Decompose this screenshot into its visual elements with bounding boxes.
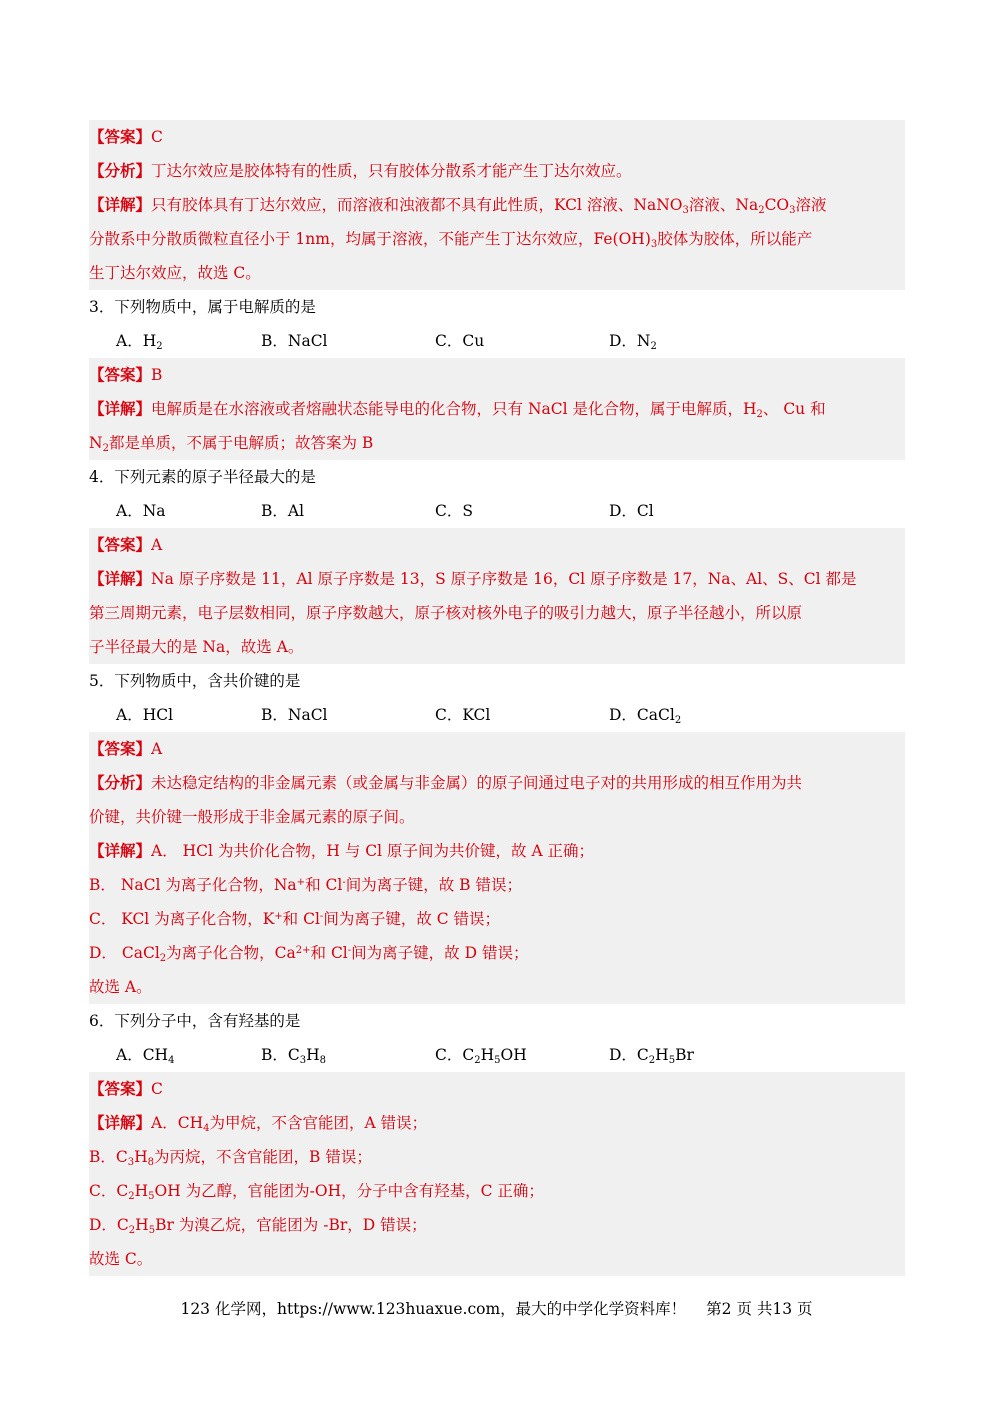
question-stem: 3．下列物质中，属于电解质的是 (89, 298, 316, 316)
detail-line (89, 834, 905, 868)
detail-text: B．C (89, 1148, 128, 1166)
superscript: - (342, 877, 346, 888)
option-b (261, 1038, 435, 1072)
option-d (609, 1038, 783, 1072)
option-b: B．NaCl (261, 332, 328, 350)
detail-text: Br 为溴乙烷，官能团为 -Br，D 错误； (155, 1216, 427, 1234)
detail-text: 为离子化合物，Ca (166, 944, 296, 962)
subscript: 2 (650, 341, 657, 352)
option-c: C．KCl (435, 706, 491, 724)
answer-line (89, 120, 905, 154)
answer-box-q6 (89, 1072, 905, 1276)
detail-text: 间为离子键，故 D 错误； (351, 944, 529, 962)
detail-line: 故选 A。 (89, 978, 152, 996)
answer-box-q3 (89, 358, 905, 460)
option-b: B．Al (261, 502, 305, 520)
detail-text: A．CH (151, 1114, 204, 1132)
subscript: 5 (668, 1055, 676, 1066)
option-text: A．CH (116, 1046, 169, 1064)
subscript: 3 (650, 239, 658, 250)
subscript: 3 (682, 205, 689, 216)
option-text: D．N (609, 332, 651, 350)
detail-text: 间为离子键，故 B 错误； (345, 876, 522, 894)
option-c: C．S (435, 502, 473, 520)
option-c (435, 1038, 609, 1072)
subscript: 8 (319, 1055, 327, 1066)
detail-line (89, 868, 905, 902)
subscript: 3 (299, 1055, 307, 1066)
detail-text: N (89, 434, 103, 452)
option-text: OH (500, 1046, 527, 1064)
detail-line (89, 1208, 905, 1242)
detail-line (89, 1140, 905, 1174)
detail-line: 第三周期元素，电子层数相同，原子序数越大，原子核对核外电子的吸引力越大，原子半径越小，所以原 (89, 604, 803, 622)
answer-box-q5 (89, 732, 905, 1004)
option-text: H (480, 1046, 495, 1064)
option-text: H (306, 1046, 320, 1064)
detail-line (89, 902, 905, 936)
subscript: 2 (758, 205, 765, 216)
option-d: D．Cl (609, 502, 654, 520)
detail-text: H (134, 1148, 148, 1166)
detail-text: 间为离子键，故 C 错误； (323, 910, 501, 928)
detail-line (89, 562, 905, 596)
option-a: A．Na (116, 502, 166, 520)
question-stem: 5．下列物质中，含共价键的是 (89, 672, 301, 690)
subscript: 5 (148, 1225, 156, 1236)
detail-text: Na 原子序数是 11，Al 原子序数是 13，S 原子序数是 16，Cl 原子序数是 17，Na、Al、S、Cl 都是 (151, 570, 857, 588)
detail-text: C．C (89, 1182, 129, 1200)
detail-line (89, 1106, 905, 1140)
option-text: A．H (116, 332, 157, 350)
superscript: 2+ (295, 945, 311, 956)
analysis-text: 未达稳定结构的非金属元素（或金属与非金属）的原子间通过电子对的共用形成的相互作用为共 (151, 774, 803, 792)
options-row (89, 494, 905, 528)
subscript: 8 (147, 1157, 155, 1168)
detail-text: 为丙烷，不含官能团，B 错误； (154, 1148, 372, 1166)
detail-text: 都是单质，不属于电解质；故答案为 B (108, 434, 374, 452)
detail-text: 只有胶体具有丁达尔效应，而溶液和浊液都不具有此性质，KCl 溶液、NaNO (151, 196, 683, 214)
superscript: + (274, 911, 283, 922)
option-text: D．CaCl (609, 706, 675, 724)
detail-line (89, 188, 905, 222)
options-row (89, 1038, 905, 1072)
subscript: 2 (674, 715, 682, 726)
option-text: B．C (261, 1046, 300, 1064)
detail-text: 生丁达尔效应，故选 C。 (89, 264, 261, 282)
subscript: 2 (102, 443, 109, 454)
answer-line (89, 732, 905, 766)
page-content (89, 120, 905, 1276)
question-stem: 4．下列元素的原子半径最大的是 (89, 468, 316, 486)
analysis-line (89, 766, 905, 800)
detail-text: 分散系中分散质微粒直径小于 1nm，均属于溶液，不能产生丁达尔效应，Fe(OH) (89, 230, 651, 248)
detail-text: CO (764, 196, 790, 214)
detail-text: 和 Cl (282, 910, 320, 928)
superscript: + (296, 877, 306, 888)
answer-value: C (151, 128, 163, 146)
subscript: 3 (789, 205, 796, 216)
detail-tag: 【详解】 (89, 1113, 152, 1132)
option-a: A．HCl (116, 706, 174, 724)
option-d (609, 324, 783, 358)
option-b: B．NaCl (261, 706, 328, 724)
option-d (609, 698, 783, 732)
detail-text: D． CaCl (89, 944, 160, 962)
option-text: D．C (609, 1046, 649, 1064)
subscript: 5 (494, 1055, 501, 1066)
detail-text: C． KCl 为离子化合物，K (89, 910, 275, 928)
answer-line (89, 1072, 905, 1106)
option-a (116, 1038, 261, 1072)
page-footer (0, 1296, 993, 1322)
subscript: 4 (168, 1055, 175, 1066)
superscript: - (347, 945, 352, 956)
option-text: Br (675, 1046, 694, 1064)
option-a (116, 324, 261, 358)
detail-text: 胶体为胶体，所以能产 (657, 230, 813, 248)
detail-text: OH 为乙醇，官能团为-OH，分子中含有羟基，C 正确； (154, 1182, 544, 1200)
answer-tag: 【答案】 (89, 535, 152, 554)
answer-line (89, 358, 905, 392)
detail-text: 溶液 (795, 196, 827, 214)
subscript: 5 (148, 1191, 155, 1202)
detail-text: 、 Cu 和 (762, 400, 826, 418)
detail-text: 电解质是在水溶液或者熔融状态能导电的化合物，只有 NaCl 是化合物，属于电解质，H (151, 400, 757, 418)
options-row (89, 698, 905, 732)
analysis-text: 丁达尔效应是胶体特有的性质，只有胶体分散系才能产生丁达尔效应。 (151, 162, 632, 180)
analysis-line: 价键，共价键一般形成于非金属元素的原子间。 (89, 808, 415, 826)
answer-box-q2 (89, 120, 905, 290)
detail-line (89, 426, 905, 460)
answer-tag: 【答案】 (89, 127, 152, 146)
detail-text: 为甲烷，不含官能团，A 错误； (209, 1114, 428, 1132)
detail-tag: 【详解】 (89, 195, 152, 214)
detail-text: 和 Cl (305, 876, 343, 894)
superscript: - (319, 911, 324, 922)
answer-value: A (151, 536, 163, 554)
analysis-line (89, 154, 905, 188)
detail-text: 和 Cl (310, 944, 348, 962)
subscript: 3 (127, 1157, 135, 1168)
detail-line (89, 392, 905, 426)
option-c: C．Cu (435, 332, 485, 350)
option-text: C．C (435, 1046, 475, 1064)
answer-line (89, 528, 905, 562)
detail-line (89, 1174, 905, 1208)
analysis-tag: 【分析】 (89, 773, 152, 792)
answer-value: A (151, 740, 163, 758)
detail-text: 溶液、Na (688, 196, 759, 214)
subscript: 2 (128, 1225, 136, 1236)
detail-tag: 【详解】 (89, 841, 152, 860)
answer-value: B (151, 366, 163, 384)
detail-tag: 【详解】 (89, 569, 152, 588)
answer-box-q4 (89, 528, 905, 664)
detail-line: 故选 C。 (89, 1250, 153, 1268)
detail-line (89, 256, 905, 290)
subscript: 2 (156, 341, 163, 352)
subscript: 2 (756, 409, 763, 420)
subscript: 2 (159, 953, 167, 964)
detail-text: H (134, 1182, 149, 1200)
detail-text: A． HCl 为共价化合物，H 与 Cl 原子间为共价键，故 A 正确； (151, 842, 595, 860)
footer-site-text: 123 化学网，https://www.123huaxue.com，最大的中学化学资料库！ (180, 1300, 687, 1318)
detail-line: 子半径最大的是 Na，故选 A。 (89, 638, 304, 656)
subscript: 2 (128, 1191, 135, 1202)
question-stem: 6．下列分子中，含有羟基的是 (89, 1012, 301, 1030)
answer-value: C (151, 1080, 163, 1098)
detail-tag: 【详解】 (89, 399, 152, 418)
page-number: 第2 页 共13 页 (706, 1300, 813, 1318)
detail-line (89, 936, 905, 970)
subscript: 4 (203, 1123, 210, 1134)
answer-tag: 【答案】 (89, 739, 152, 758)
answer-tag: 【答案】 (89, 1079, 152, 1098)
options-row (89, 324, 905, 358)
answer-tag: 【答案】 (89, 365, 152, 384)
option-text: H (655, 1046, 669, 1064)
detail-text: B． NaCl 为离子化合物，Na (89, 876, 297, 894)
analysis-tag: 【分析】 (89, 161, 152, 180)
detail-text: D．C (89, 1216, 129, 1234)
subscript: 2 (648, 1055, 656, 1066)
detail-text: H (135, 1216, 149, 1234)
detail-line (89, 222, 905, 256)
subscript: 2 (474, 1055, 481, 1066)
